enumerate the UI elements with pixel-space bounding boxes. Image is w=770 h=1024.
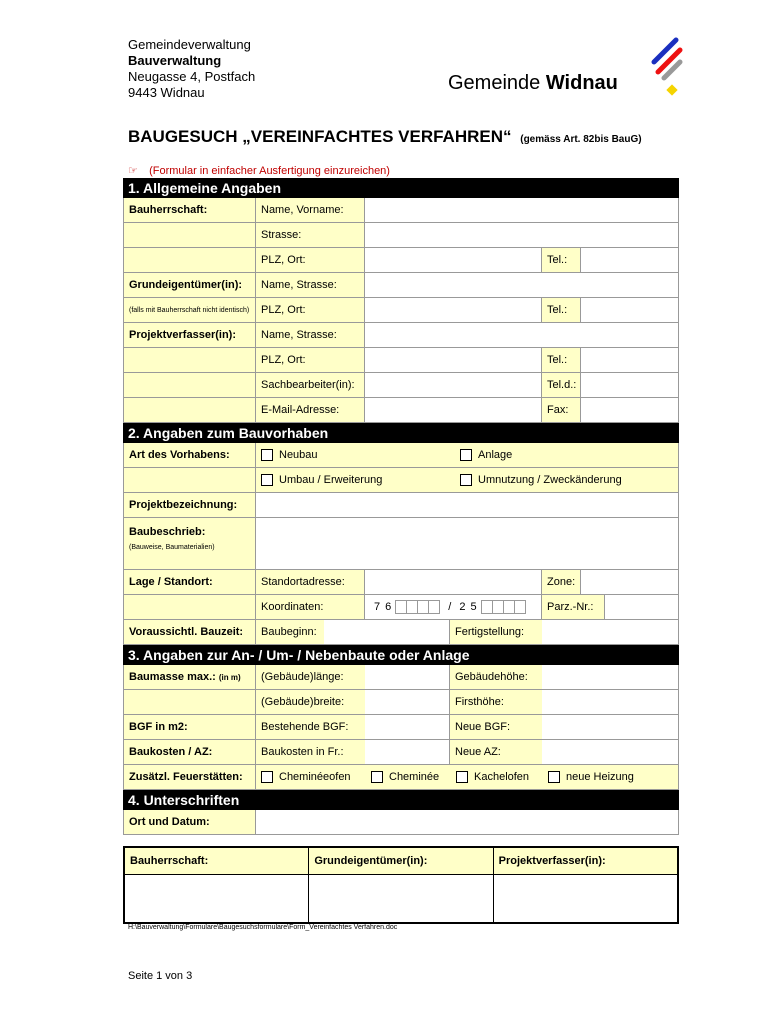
- label-baubeschrieb-hint: (Bauweise, Baumaterialien): [129, 544, 215, 551]
- address-line-3: Neugasse 4, Postfach: [128, 69, 256, 84]
- caption-tel: Tel.:: [541, 248, 581, 272]
- signature-field-bauherrschaft[interactable]: [125, 875, 308, 922]
- checkbox-heizung[interactable]: [548, 771, 560, 783]
- input-teld[interactable]: [581, 373, 678, 397]
- input-bauherr-tel[interactable]: [581, 248, 678, 272]
- label-empty: [124, 223, 256, 247]
- submission-note: [128, 164, 390, 177]
- row-grund-name: [123, 273, 679, 298]
- label-empty: [124, 348, 256, 372]
- input-projekt-name[interactable]: [365, 323, 678, 347]
- input-fax[interactable]: [581, 398, 678, 422]
- row-breite: [123, 690, 679, 715]
- caption-plz-ort: PLZ, Ort:: [256, 248, 365, 272]
- label-bauzeit: Voraussichtl. Bauzeit:: [124, 620, 256, 644]
- digit-box[interactable]: [514, 600, 526, 614]
- label-ort-datum: Ort und Datum:: [124, 810, 256, 834]
- label-grundeigentuemer: Grundeigentümer(in):: [124, 273, 256, 297]
- checkbox-umnutzung[interactable]: [460, 474, 472, 486]
- input-baubeginn[interactable]: [324, 620, 450, 644]
- caption-bestehende-bgf: Bestehende BGF:: [256, 715, 365, 739]
- row-bgf: [123, 715, 679, 740]
- signature-table: [123, 846, 679, 924]
- option-cheminee[interactable]: [366, 765, 451, 789]
- input-breite[interactable]: [365, 690, 450, 714]
- row-baubeschrieb: [123, 518, 679, 570]
- row-laenge: [123, 665, 679, 690]
- label-kachelofen: Kachelofen: [474, 771, 530, 783]
- caption-strasse: Strasse:: [256, 223, 365, 247]
- label-empty: [124, 248, 256, 272]
- submission-note-text: (Formular in einfacher Ausfertigung einzureichen): [149, 165, 390, 177]
- row-bauzeit: [123, 620, 679, 645]
- label-feuerstaetten: Zusätzl. Feuerstätten:: [124, 765, 256, 789]
- label-baumasse: [124, 665, 256, 689]
- label-baukosten-az: Baukosten / AZ:: [124, 740, 256, 764]
- label-grund-hint: (falls mit Bauherrschaft nicht identisch): [124, 298, 256, 322]
- logo-text-regular: Gemeinde: [448, 72, 541, 94]
- label-chemineeofen: Cheminéeofen: [279, 771, 351, 783]
- caption-zone: Zone:: [541, 570, 581, 594]
- row-projekt-sachbearbeiter: [123, 373, 679, 398]
- row-koordinaten: [123, 595, 679, 620]
- caption-fax: Fax:: [541, 398, 581, 422]
- input-grund-name[interactable]: [365, 273, 678, 297]
- caption-name-vorname: Name, Vorname:: [256, 198, 365, 222]
- row-ort-datum: [123, 810, 679, 835]
- label-neubau: Neubau: [279, 449, 318, 461]
- label-in-m: (in m): [218, 672, 241, 682]
- input-laenge[interactable]: [365, 665, 450, 689]
- signature-field-projektverfasser[interactable]: [494, 875, 677, 922]
- label-cheminee: Cheminée: [389, 771, 440, 783]
- input-baubeschrieb[interactable]: [256, 518, 678, 569]
- signature-col-bauherrschaft: [125, 848, 309, 922]
- row-art-2: [123, 468, 679, 493]
- address-line-2: Bauverwaltung: [128, 53, 222, 68]
- input-projektbezeichnung[interactable]: [256, 493, 678, 517]
- koord-separator: /: [448, 601, 452, 613]
- checkbox-neubau[interactable]: [261, 449, 273, 461]
- input-projekt-plz[interactable]: [365, 348, 541, 372]
- option-umbau[interactable]: [256, 468, 455, 492]
- label-baubeschrieb-block: [124, 518, 256, 569]
- label-heizung: neue Heizung: [566, 771, 634, 783]
- row-bauherrschaft-strasse: [123, 223, 679, 248]
- logo-text: [448, 72, 618, 95]
- caption-sachbearbeiter: Sachbearbeiter(in):: [256, 373, 365, 397]
- row-standort: [123, 570, 679, 595]
- row-baukosten: [123, 740, 679, 765]
- signature-head-grundeigentuemer: Grundeigentümer(in):: [309, 848, 492, 875]
- option-heizung[interactable]: [543, 765, 678, 789]
- option-anlage[interactable]: [455, 443, 678, 467]
- option-neubau[interactable]: [256, 443, 455, 467]
- form-title: [128, 127, 642, 147]
- option-umnutzung[interactable]: [455, 468, 678, 492]
- form-title-main: BAUGESUCH „VEREINFACHTES VERFAHREN“: [128, 127, 512, 146]
- checkbox-umbau[interactable]: [261, 474, 273, 486]
- row-projekt-email: [123, 398, 679, 423]
- caption-koordinaten: Koordinaten:: [256, 595, 365, 619]
- caption-tel: Tel.:: [541, 298, 581, 322]
- checkbox-cheminee[interactable]: [371, 771, 383, 783]
- input-bauherr-strasse[interactable]: [365, 223, 678, 247]
- caption-baubeginn: Baubeginn:: [256, 620, 324, 644]
- option-chemineeofen[interactable]: [256, 765, 366, 789]
- input-neue-az[interactable]: [542, 740, 678, 764]
- row-bauherrschaft-plz: [123, 248, 679, 273]
- digit-box[interactable]: [428, 600, 440, 614]
- input-neue-bgf[interactable]: [542, 715, 678, 739]
- input-standortadresse[interactable]: [365, 570, 541, 594]
- caption-plz-ort: PLZ, Ort:: [256, 298, 365, 322]
- input-zone[interactable]: [581, 570, 678, 594]
- caption-email: E-Mail-Adresse:: [256, 398, 365, 422]
- row-art-1: [123, 443, 679, 468]
- label-empty: [124, 398, 256, 422]
- section-2-header: 2. Angaben zum Bauvorhaben: [123, 423, 679, 443]
- row-projekt-plz: [123, 348, 679, 373]
- signature-head-projektverfasser: Projektverfasser(in):: [494, 848, 677, 875]
- application-form: [123, 178, 679, 835]
- caption-tel: Tel.:: [541, 348, 581, 372]
- caption-teld: Tel.d.:: [541, 373, 581, 397]
- caption-neue-az: Neue AZ:: [450, 740, 542, 764]
- file-path: H:\Bauverwaltung\Formulare\Baugesuchsformulare\Form_Vereinfachtes Verfahren.doc: [128, 924, 398, 931]
- label-empty: [124, 373, 256, 397]
- caption-fertigstellung: Fertigstellung:: [450, 620, 542, 644]
- checkbox-chemineeofen[interactable]: [261, 771, 273, 783]
- input-email[interactable]: [365, 398, 541, 422]
- input-firsthoehe[interactable]: [542, 690, 678, 714]
- signature-col-grundeigentuemer: [309, 848, 493, 922]
- caption-firsthoehe: Firsthöhe:: [450, 690, 542, 714]
- label-bauherrschaft: Bauherrschaft:: [124, 198, 256, 222]
- caption-plz-ort: PLZ, Ort:: [256, 348, 365, 372]
- section-1-header: 1. Allgemeine Angaben: [123, 178, 679, 198]
- row-projektbezeichnung: [123, 493, 679, 518]
- label-baubeschrieb: Baubeschrieb:: [129, 526, 206, 538]
- label-umbau: Umbau / Erweiterung: [279, 474, 383, 486]
- section-4-header: 4. Unterschriften: [123, 790, 679, 810]
- pointing-hand-icon: ☞: [128, 165, 138, 177]
- input-grund-plz[interactable]: [365, 298, 541, 322]
- caption-parz: Parz.-Nr.:: [541, 595, 605, 619]
- row-projekt-name: [123, 323, 679, 348]
- logo-stripes-icon: [648, 36, 688, 100]
- input-koordinaten[interactable]: [365, 595, 541, 619]
- label-projektbezeichnung: Projektbezeichnung:: [124, 493, 256, 517]
- label-empty: [124, 595, 256, 619]
- section-3-header: 3. Angaben zur An- / Um- / Nebenbaute oder Anlage: [123, 645, 679, 665]
- input-bauherr-name[interactable]: [365, 198, 678, 222]
- input-grund-tel[interactable]: [581, 298, 678, 322]
- label-lage: Lage / Standort:: [124, 570, 256, 594]
- label-empty: [124, 468, 256, 492]
- label-empty: [124, 690, 256, 714]
- koord-y-prefix: 2 5: [459, 601, 478, 613]
- label-art-vorhaben: Art des Vorhabens:: [124, 443, 256, 467]
- signature-col-projektverfasser: [494, 848, 677, 922]
- page-number: Seite 1 von 3: [128, 970, 193, 982]
- caption-name-strasse: Name, Strasse:: [256, 323, 365, 347]
- input-bauherr-plz[interactable]: [365, 248, 541, 272]
- input-fertigstellung[interactable]: [542, 620, 678, 644]
- label-umnutzung: Umnutzung / Zweckänderung: [478, 474, 622, 486]
- option-kachelofen[interactable]: [451, 765, 543, 789]
- input-baukosten-fr[interactable]: [365, 740, 450, 764]
- signature-field-grundeigentuemer[interactable]: [309, 875, 492, 922]
- logo-text-bold: Widnau: [545, 72, 618, 94]
- address-line-1: Gemeindeverwaltung: [128, 37, 251, 52]
- input-parz[interactable]: [605, 595, 678, 619]
- checkbox-kachelofen[interactable]: [456, 771, 468, 783]
- input-sachbearbeiter[interactable]: [365, 373, 541, 397]
- koordinaten-digits: [370, 600, 526, 614]
- label-bgf: BGF in m2:: [124, 715, 256, 739]
- label-anlage: Anlage: [478, 449, 513, 461]
- row-grund-plz: [123, 298, 679, 323]
- caption-laenge: (Gebäude)länge:: [256, 665, 365, 689]
- address-line-4: 9443 Widnau: [128, 85, 205, 100]
- row-feuerstaetten: [123, 765, 679, 790]
- signature-head-bauherrschaft: Bauherrschaft:: [125, 848, 308, 875]
- input-bestehende-bgf[interactable]: [365, 715, 450, 739]
- caption-baukosten-fr: Baukosten in Fr.:: [256, 740, 365, 764]
- label-projektverfasser: Projektverfasser(in):: [124, 323, 256, 347]
- koord-x-prefix: 7 6: [374, 601, 393, 613]
- caption-standortadresse: Standortadresse:: [256, 570, 365, 594]
- input-projekt-tel[interactable]: [581, 348, 678, 372]
- gemeinde-logo: [448, 36, 688, 100]
- input-hoehe[interactable]: [542, 665, 678, 689]
- checkbox-anlage[interactable]: [460, 449, 472, 461]
- caption-name-strasse: Name, Strasse:: [256, 273, 365, 297]
- label-baumasse-text: Baumasse max.:: [129, 671, 216, 683]
- caption-breite: (Gebäude)breite:: [256, 690, 365, 714]
- caption-hoehe: Gebäudehöhe:: [450, 665, 542, 689]
- form-title-sub: (gemäss Art. 82bis BauG): [520, 134, 642, 145]
- caption-neue-bgf: Neue BGF:: [450, 715, 542, 739]
- sender-address: [128, 37, 255, 101]
- input-ort-datum[interactable]: [256, 810, 678, 834]
- row-bauherrschaft-name: [123, 198, 679, 223]
